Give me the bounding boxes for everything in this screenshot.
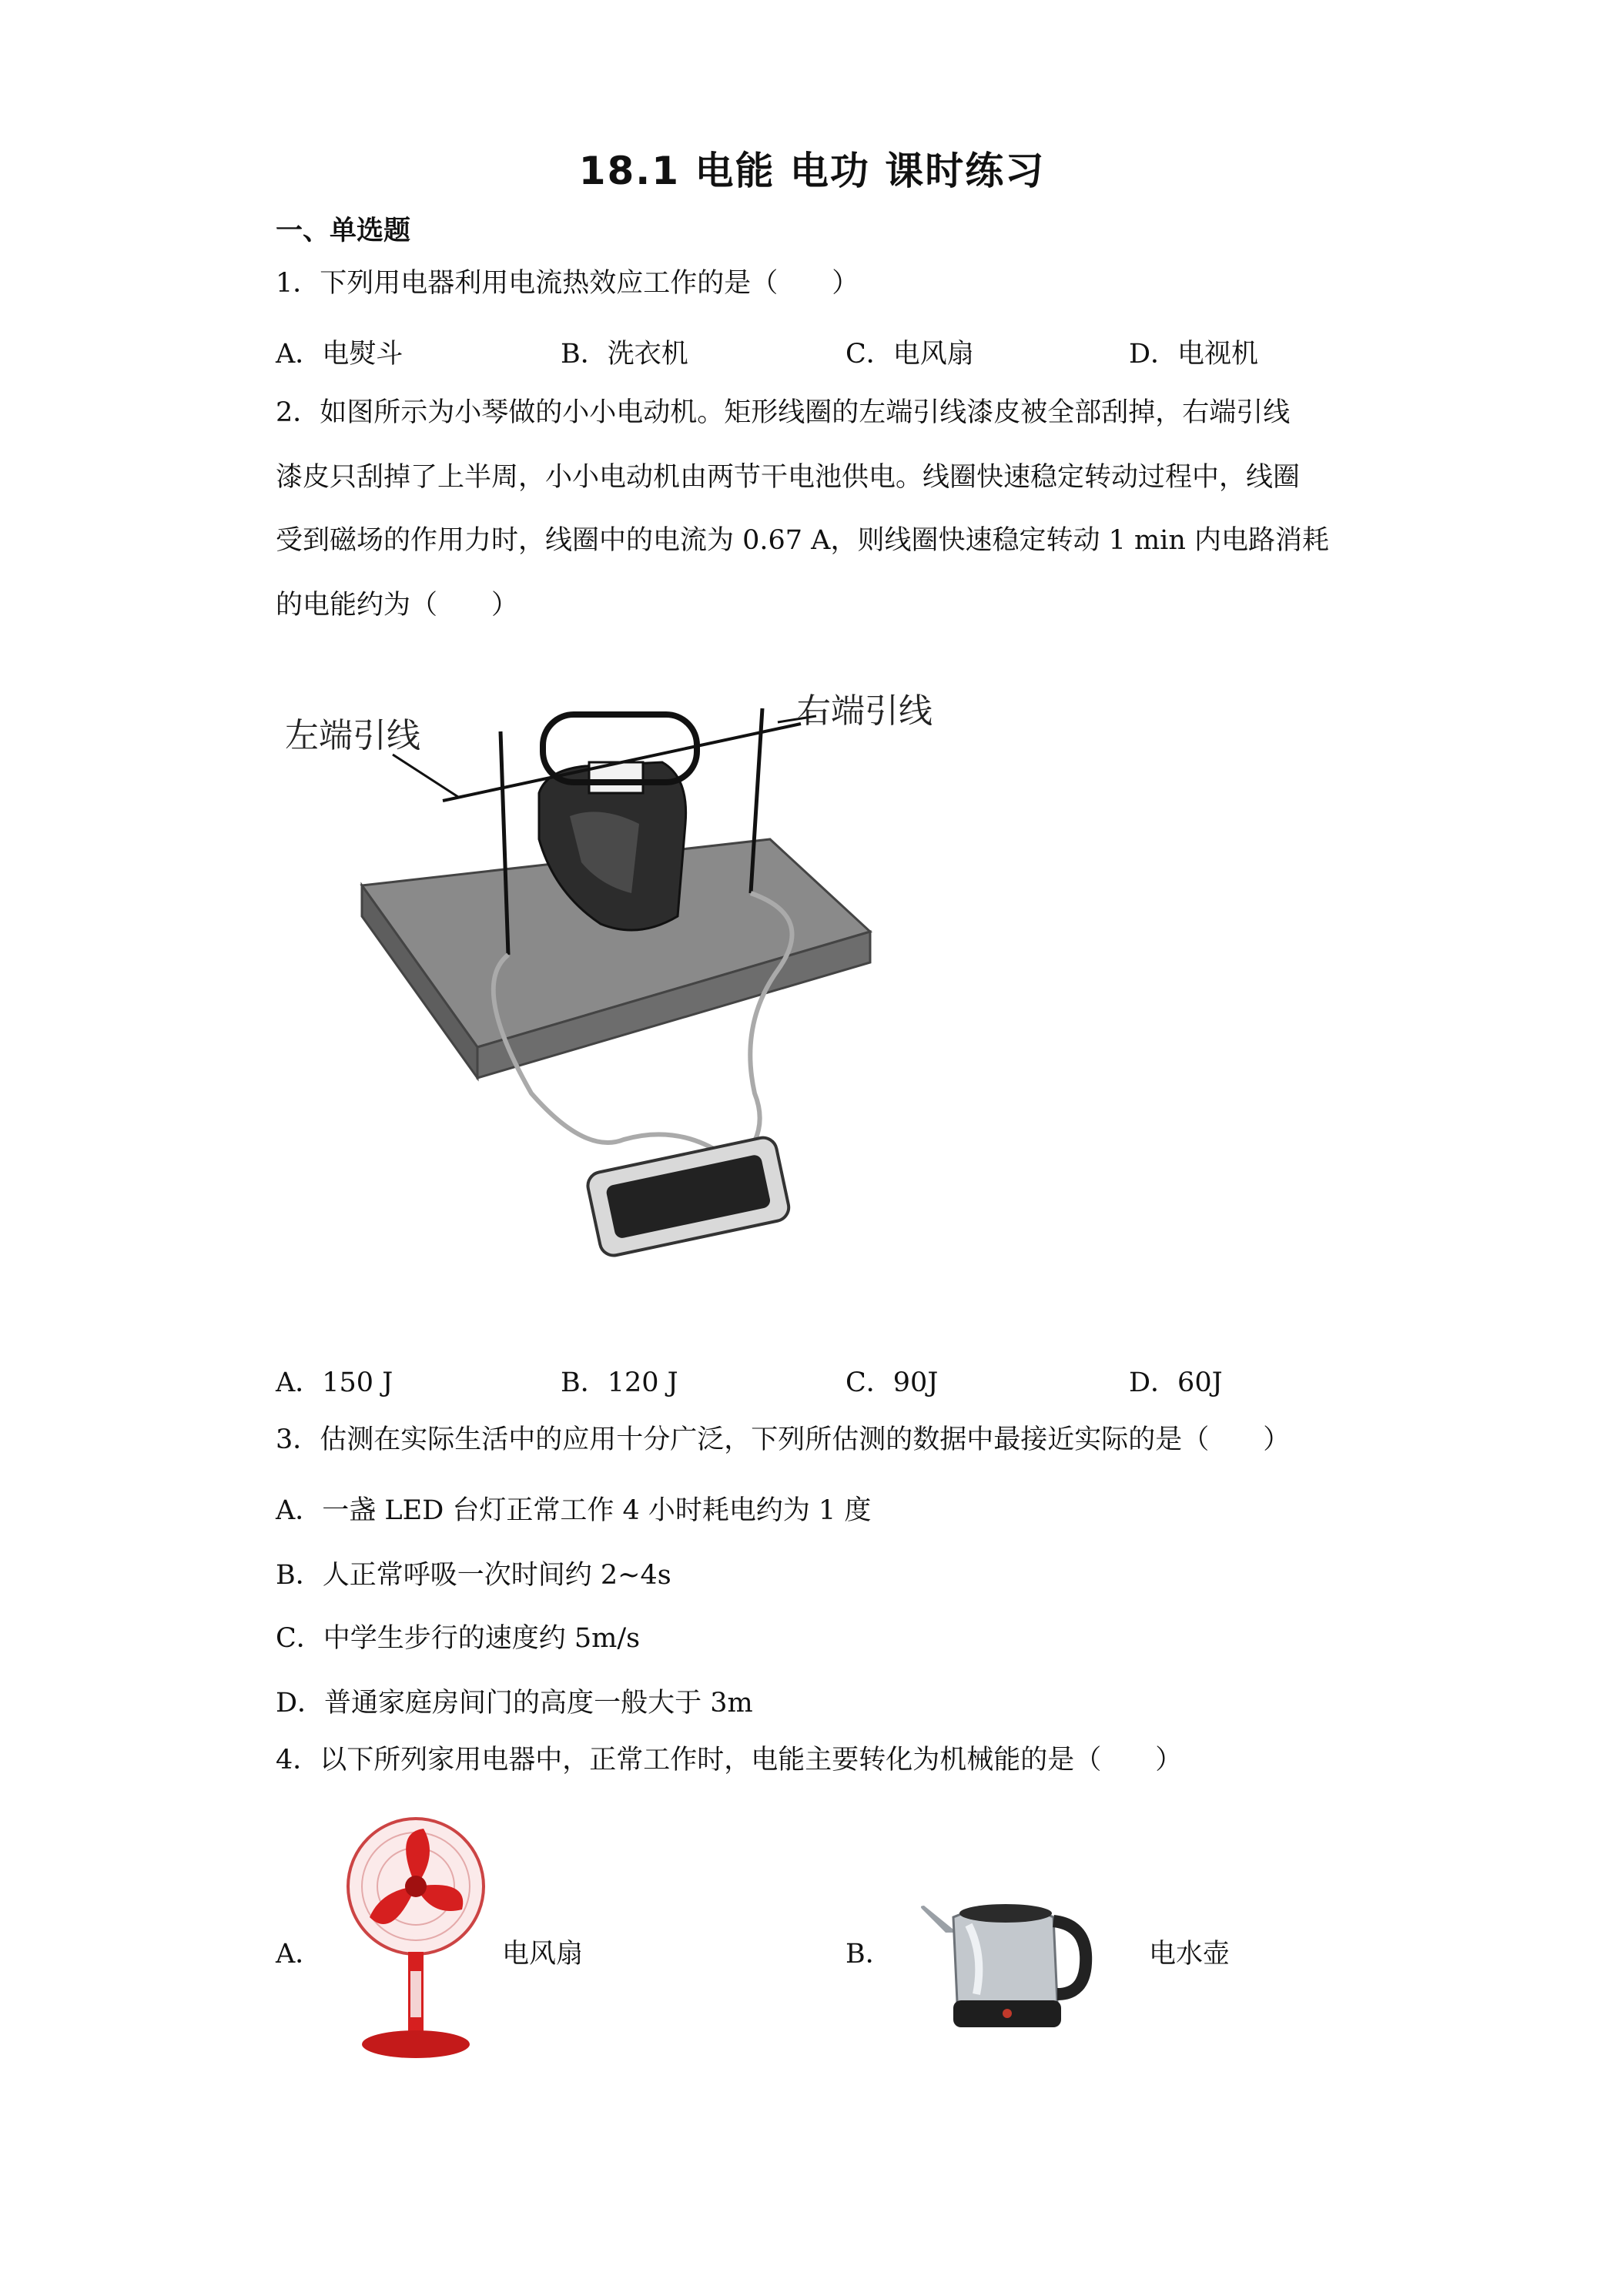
q1-option-d: D．电视机 — [1129, 339, 1259, 370]
label-right-lead: 右端引线 — [797, 691, 933, 731]
q1-option-c: C．电风扇 — [845, 339, 974, 370]
q3-option-d: D．普通家庭房间门的高度一般大于 3m — [276, 1688, 753, 1719]
q4-option-a-letter: A． — [276, 1939, 323, 1970]
q2-line-4: 的电能约为（ ） — [276, 590, 519, 621]
kettle-icon — [915, 1879, 1100, 2040]
motor-illustration — [277, 662, 970, 1278]
q2-option-a: A．150 J — [276, 1367, 393, 1398]
q2-line-1: 2．如图所示为小琴做的小小电动机。矩形线圈的左端引线漆皮被全部刮掉，右端引线 — [276, 397, 1291, 428]
q2-line-2: 漆皮只刮掉了上半周，小小电动机由两节干电池供电。线圈快速稳定转动过程中，线圈 — [276, 462, 1301, 493]
q2-option-c: C．90J — [845, 1367, 939, 1398]
section-heading: 一、单选题 — [276, 216, 411, 246]
q2-line-3: 受到磁场的作用力时，线圈中的电流为 0.67 A，则线圈快速稳定转动 1 min 内电路消耗 — [276, 525, 1330, 556]
q1-option-a: A．电熨斗 — [276, 339, 403, 370]
battery-pack — [585, 1135, 791, 1258]
q4-option-b-letter: B． — [845, 1939, 892, 1970]
electric-fan-image — [339, 1809, 493, 2063]
motor-figure — [277, 662, 970, 1278]
q1-option-b: B．洗衣机 — [561, 339, 688, 370]
q2-option-d: D．60J — [1129, 1367, 1223, 1398]
q3-stem: 3．估测在实际生活中的应用十分广泛，下列所估测的数据中最接近实际的是（ ） — [276, 1424, 1291, 1455]
label-left-lead: 左端引线 — [285, 716, 420, 755]
q3-option-a: A．一盏 LED 台灯正常工作 4 小时耗电约为 1 度 — [276, 1495, 872, 1526]
q4-stem: 4．以下所列家用电器中，正常工作时，电能主要转化为机械能的是（ ） — [276, 1745, 1183, 1776]
q4-option-a-label: 电风扇 — [502, 1939, 584, 1970]
q4-option-b-label: 电水壶 — [1149, 1939, 1231, 1970]
q1-stem: 1．下列用电器利用电流热效应工作的是（ ） — [276, 268, 859, 299]
q3-option-b: B．人正常呼吸一次时间约 2~4s — [276, 1560, 671, 1591]
electric-kettle-image — [915, 1879, 1100, 2040]
q3-option-c: C．中学生步行的速度约 5m/s — [276, 1623, 641, 1654]
page-title: 18.1 电能 电功 课时练习 — [578, 149, 1046, 193]
q2-option-b: B．120 J — [561, 1367, 678, 1398]
fan-icon — [339, 1809, 493, 2063]
